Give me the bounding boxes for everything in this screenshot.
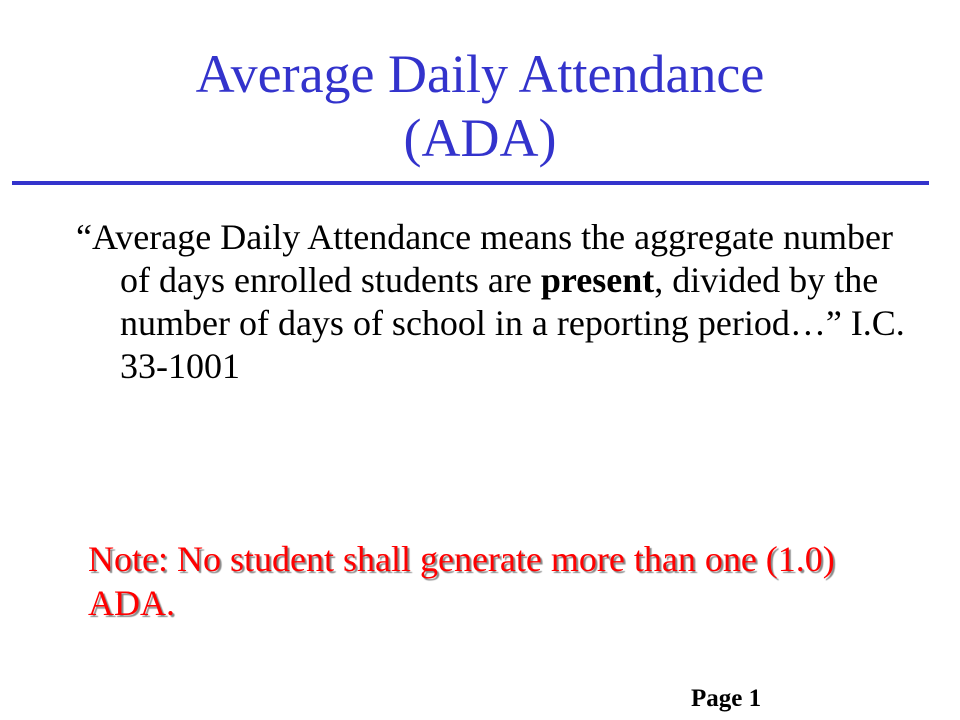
quote-text-end: , divided by the number of days of school in a reporting period…” I.C. 33-1001	[120, 260, 905, 386]
slide-title-line-1: Average Daily Attendance	[195, 44, 765, 104]
quote-emphasis-present: present	[540, 260, 655, 300]
page-number: Page 1	[691, 685, 762, 712]
title-divider	[12, 181, 929, 185]
slide-title	[0, 42, 960, 170]
quote-text-start: “Average Daily Attendance means the aggregate number of days enrolled students are	[76, 217, 893, 300]
note-text: Note: No student shall generate more than one (1.0) ADA.	[88, 539, 835, 623]
definition-quote	[76, 216, 910, 388]
slide-title-line-2: (ADA)	[403, 108, 557, 168]
